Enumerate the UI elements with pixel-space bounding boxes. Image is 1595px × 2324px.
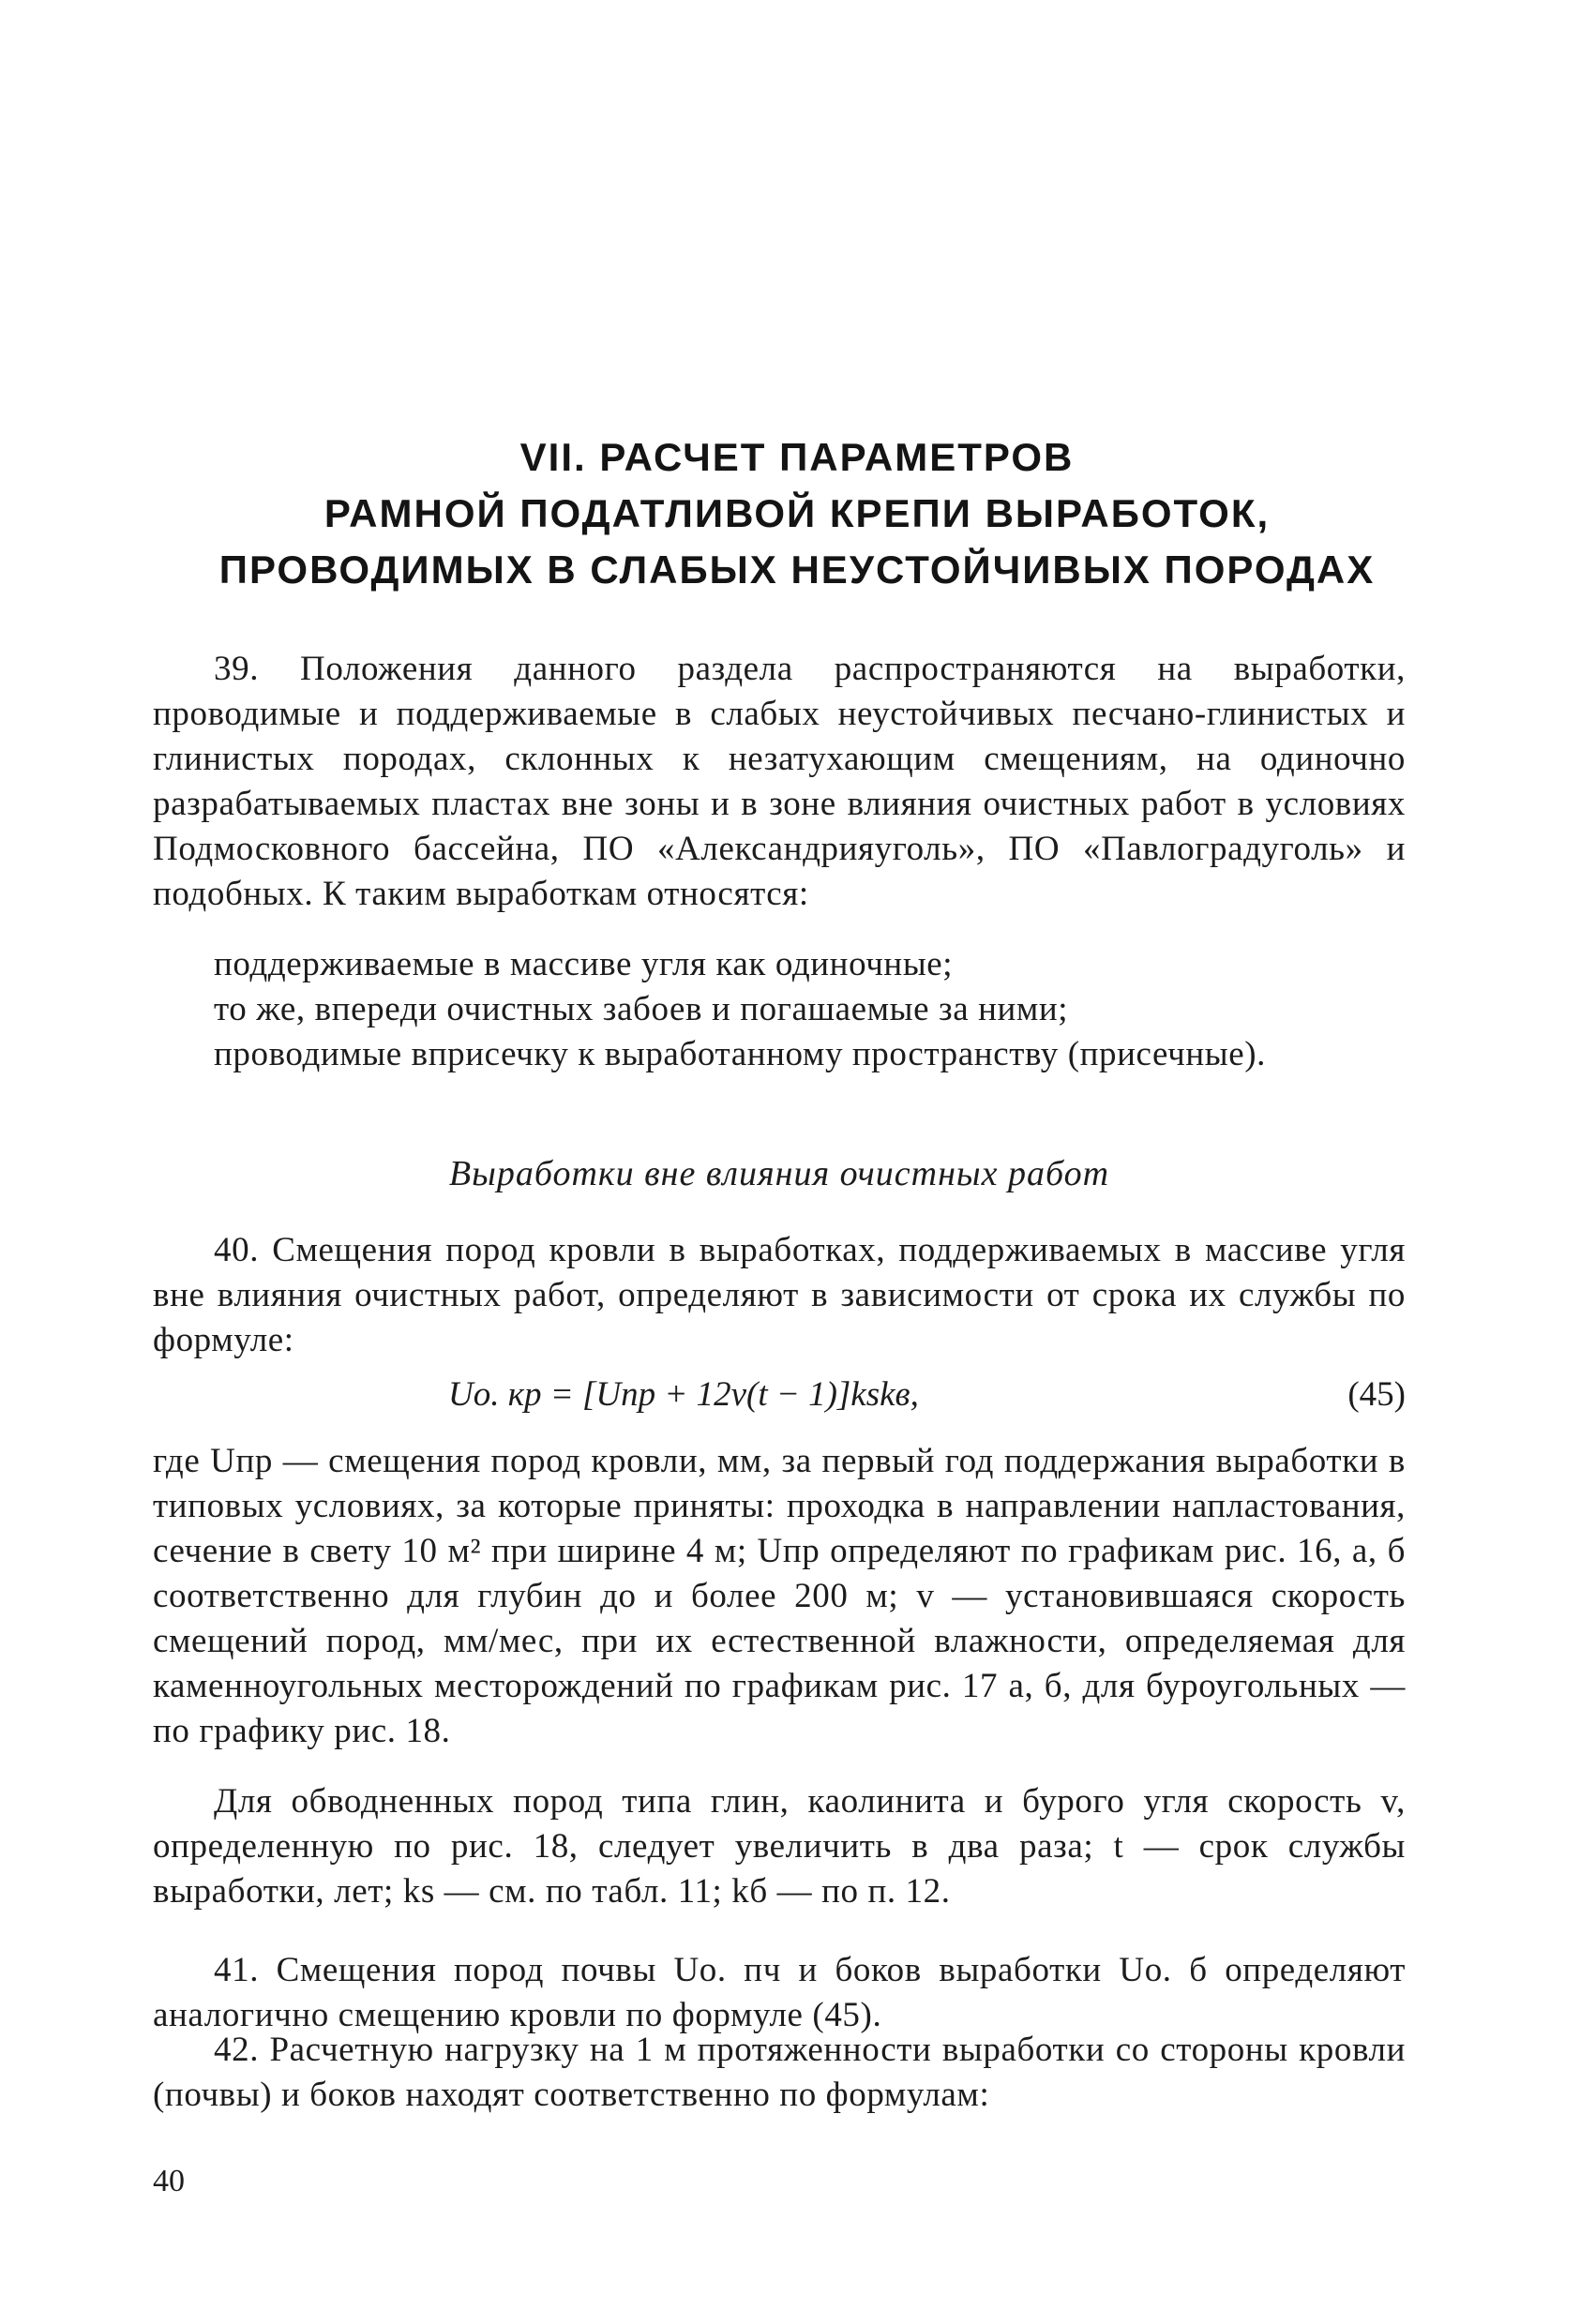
paragraph-39-list xyxy=(153,942,1406,1077)
paragraph-41 xyxy=(153,1948,1406,2038)
heading-line: ПРОВОДИМЫХ В СЛАБЫХ НЕУСТОЙЧИВЫХ ПОРОДАХ xyxy=(218,547,1376,592)
heading-line: VII. РАСЧЕТ ПАРАМЕТРОВ xyxy=(519,435,1075,479)
paragraph-watered-rocks xyxy=(153,1779,1406,1914)
page-number: 40 xyxy=(153,2164,185,2198)
paragraph-definitions-text: где Uпр — смещения пород кровли, мм, за первый год поддержания выработки в типовых условиях, за которые приняты: проходка в направлении напластования, сечение в свету 10 м² при ширине 4 м; Uпр определяют по графикам рис. 16, а, б соответственно для глубин до и более 200 м; v — установившаяся скорость смещений пород, мм/мес, при их естественной влажности, определяемая для каменноугольных месторождений по графикам рис. 17 а, б, для буроугольных — по графику рис. 18. xyxy=(153,1442,1406,1750)
paragraph-42 xyxy=(153,2028,1406,2118)
paragraph-watered-rocks-text: Для обводненных пород типа глин, каолинита и бурого угля скорость v, определенную по рис. 18, следует увеличить в два раза; t — срок службы выработки, лет; ks — см. по табл. 11; kб — по п. 12. xyxy=(153,1782,1406,1911)
formula-45 xyxy=(153,1369,1406,1421)
list-item: то же, впереди очистных забоев и погашаемые за ними; xyxy=(214,990,1069,1028)
paragraph-40 xyxy=(153,1228,1406,1363)
subsection-heading: Выработки вне влияния очистных работ xyxy=(448,1154,1110,1193)
list-item: поддерживаемые в массиве угля как одиночные; xyxy=(214,945,954,983)
paragraph-39 xyxy=(153,647,1406,917)
formula-number: (45) xyxy=(1347,1375,1406,1414)
list-item: проводимые вприсечку к выработанному пространству (присечные). xyxy=(214,1035,1266,1073)
paragraph-41-text: 41. Смещения пород почвы Uо. пч и боков выработки Uо. б определяют аналогично смещению кровли по формуле (45). xyxy=(153,1951,1406,2034)
paragraph-39-text: 39. Положения данного раздела распространяются на выработки, проводимые и поддерживаемые в слабых неустойчивых песчано-глинистых и глинистых породах, склонных к незатухающим смещениям, на одиночно разрабатываемых пластах вне зоны и в зоне влияния очистных работ в условиях Подмосковного бассейна, ПО «Александрияуголь», ПО «Павлоградуголь» и подобных. К таким выработкам относятся: xyxy=(153,650,1406,913)
formula-expression: Uо. кр = [Uпр + 12v(t − 1)]kskв, xyxy=(448,1375,919,1414)
paragraph-40-text: 40. Смещения пород кровли в выработках, поддерживаемых в массиве угля вне влияния очистных работ, определяют в зависимости от срока их службы по формуле: xyxy=(153,1231,1406,1359)
paragraph-42-text: 42. Расчетную нагрузку на 1 м протяженности выработки со стороны кровли (почвы) и боков находят соответственно по формулам: xyxy=(153,2031,1406,2114)
heading-line: РАМНОЙ ПОДАТЛИВОЙ КРЕПИ ВЫРАБОТОК, xyxy=(324,491,1271,535)
paragraph-definitions xyxy=(153,1439,1406,1754)
section-heading xyxy=(169,429,1425,598)
